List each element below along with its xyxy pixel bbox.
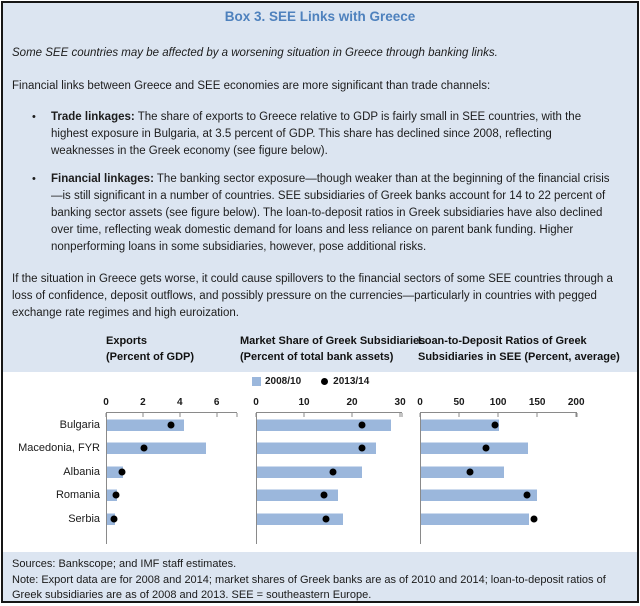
- bar-row-albania: [257, 460, 402, 484]
- bullet-text: [51, 171, 613, 256]
- chart-exports: [103, 392, 237, 544]
- bullet-marker: •: [32, 111, 36, 123]
- x-tick-label: 6: [213, 397, 220, 408]
- chart-loan-to-deposit: [417, 392, 585, 544]
- bullet-lead: Financial linkages:: [51, 173, 154, 185]
- chart-title-loan-to-deposit: [418, 333, 628, 365]
- dot-2013-14: [358, 421, 365, 428]
- category-label: Romania: [55, 489, 100, 502]
- bar-2008-10: [257, 466, 362, 478]
- dot-2013-14: [140, 445, 147, 452]
- bar-row-romania: [257, 484, 402, 508]
- bar-row-macedonia-fyr: [421, 437, 577, 461]
- chart-title-line: Exports: [106, 335, 147, 347]
- x-tick-label: 150: [528, 397, 546, 408]
- dot-2013-14: [466, 468, 473, 475]
- intro-paragraph: Financial links between Greece and SEE economies are more significant than trade channels:: [12, 80, 491, 92]
- x-tick-label: 0: [103, 397, 109, 408]
- x-axis: [103, 392, 237, 413]
- bar-row-serbia: [257, 507, 402, 531]
- legend-label: 2013/14: [333, 376, 370, 387]
- chart-title-line: Market Share of Greek Subsidiaries: [240, 335, 426, 347]
- bullet-list: [3, 109, 637, 256]
- dot-2013-14: [320, 492, 327, 499]
- x-tick-label: 50: [453, 397, 465, 408]
- bar-2008-10: [421, 466, 504, 478]
- bar-row-serbia: [421, 507, 577, 531]
- note-line: Note: Export data are for 2008 and 2014; market shares of Greek banks are as of 2010 and 2014; loan-to-deposit ratios of Greek subsidiaries are as of 2008 and 2013. SEE = southeastern Europe.: [12, 573, 606, 601]
- sources-line: Sources: Bankscope; and IMF staff estimates.: [12, 558, 237, 570]
- legend-item-2013-14: [321, 376, 369, 387]
- x-tick-label: 0: [417, 397, 423, 408]
- legend-dot-icon: [321, 378, 328, 385]
- bar-2008-10: [257, 513, 343, 525]
- dot-2013-14: [483, 445, 490, 452]
- chart-title-market-share: [240, 333, 425, 365]
- bullet-trade-linkages: [32, 109, 613, 160]
- x-tick-label: 4: [177, 397, 183, 408]
- closing-paragraph: If the situation in Greece gets worse, it could cause spillovers to the financial sectors of some SEE countries through a loss of confidence, deposit outflows, and possibly pressure on the currencies—particularly in countries with pegged exchange rate regimes and high euroization.: [12, 273, 613, 319]
- bar-2008-10: [421, 513, 529, 525]
- bar-row-bulgaria: [107, 413, 237, 437]
- category-label: Bulgaria: [59, 418, 100, 431]
- charts-panel: [3, 372, 637, 552]
- x-tick-label: 200: [567, 397, 585, 408]
- category-label: Serbia: [68, 512, 100, 525]
- dot-2013-14: [168, 421, 175, 428]
- bar-2008-10: [421, 489, 537, 501]
- chart-title-line: (Percent of total bank assets): [240, 351, 394, 363]
- bullet-marker: •: [32, 173, 36, 185]
- dot-2013-14: [358, 445, 365, 452]
- bullet-financial-linkages: [32, 171, 613, 256]
- chart-title-line: Loan-to-Deposit Ratios of Greek: [418, 335, 587, 347]
- chart-title-exports: [106, 333, 194, 365]
- dot-2013-14: [113, 492, 120, 499]
- bar-row-albania: [107, 460, 237, 484]
- plot-area: [106, 413, 237, 544]
- bar-row-macedonia-fyr: [107, 437, 237, 461]
- bar-row-romania: [421, 484, 577, 508]
- category-label: Albania: [63, 465, 100, 478]
- category-label: Macedonia, FYR: [18, 442, 100, 455]
- dot-2013-14: [118, 468, 125, 475]
- x-tick-label: 0: [253, 397, 259, 408]
- plot-area: [420, 413, 577, 544]
- chart-title-line: (Percent of GDP): [106, 351, 195, 363]
- bar-2008-10: [421, 419, 499, 431]
- bar-row-macedonia-fyr: [257, 437, 402, 461]
- dot-2013-14: [323, 515, 330, 522]
- chart-market-share: [253, 392, 406, 544]
- x-tick-label: 2: [140, 397, 146, 408]
- bar-2008-10: [257, 419, 391, 431]
- bullet-lead: Trade linkages:: [51, 111, 135, 123]
- dot-2013-14: [530, 515, 537, 522]
- dot-2013-14: [491, 421, 498, 428]
- legend-item-2008-10: [252, 376, 301, 387]
- legend-square-icon: [252, 377, 261, 386]
- box3-panel: [1, 1, 639, 603]
- bullet-body: The share of exports to Greece relative to GDP is fairly small in SEE countries, with the highest exposure in Bulgaria, at 3.5 percent of GDP. This share has declined since 2008, reflecting weaknesses in the Greek economy (see figure below).: [51, 111, 582, 157]
- legend-label: 2008/10: [265, 376, 302, 387]
- footer-notes: [3, 552, 637, 603]
- bar-row-bulgaria: [421, 413, 577, 437]
- category-label-column: [7, 413, 100, 531]
- dot-2013-14: [111, 515, 118, 522]
- bar-row-romania: [107, 484, 237, 508]
- dot-2013-14: [330, 468, 337, 475]
- x-tick-label: 20: [346, 397, 358, 408]
- x-tick-label: 100: [489, 397, 507, 408]
- lede-italic-summary: Some SEE countries may be affected by a worsening situation in Greece through banking links.: [12, 47, 498, 59]
- dot-2013-14: [524, 492, 531, 499]
- bar-row-albania: [421, 460, 577, 484]
- chart-titles-row: [3, 333, 637, 371]
- x-tick-label: 10: [298, 397, 310, 408]
- bar-2008-10: [107, 442, 206, 454]
- box-title: Box 3. SEE Links with Greece: [224, 9, 416, 24]
- bullet-body: The banking sector exposure—though weaker than at the beginning of the financial crisis—is still significant in a number of countries. SEE subsidiaries of Greek banks account for 14 to 22 percent of banking sector assets (see figure below). The loan-to-deposit ratios in Greek subsidiaries have also declined over time, reflecting weak domestic demand for loans and less reliance on parent bank funding. Higher nonperforming loans in some subsidiaries, however, pose additional risks.: [51, 173, 610, 253]
- x-axis: [253, 392, 406, 413]
- plot-area: [256, 413, 402, 544]
- chart-title-line: Subsidiaries in SEE (Percent, average): [418, 351, 620, 363]
- bar-row-bulgaria: [257, 413, 402, 437]
- x-axis: [417, 392, 585, 413]
- chart-legend: [252, 376, 369, 387]
- bar-2008-10: [421, 442, 528, 454]
- x-tick-label: 30: [394, 397, 406, 408]
- bar-row-serbia: [107, 507, 237, 531]
- bullet-text: [51, 109, 613, 160]
